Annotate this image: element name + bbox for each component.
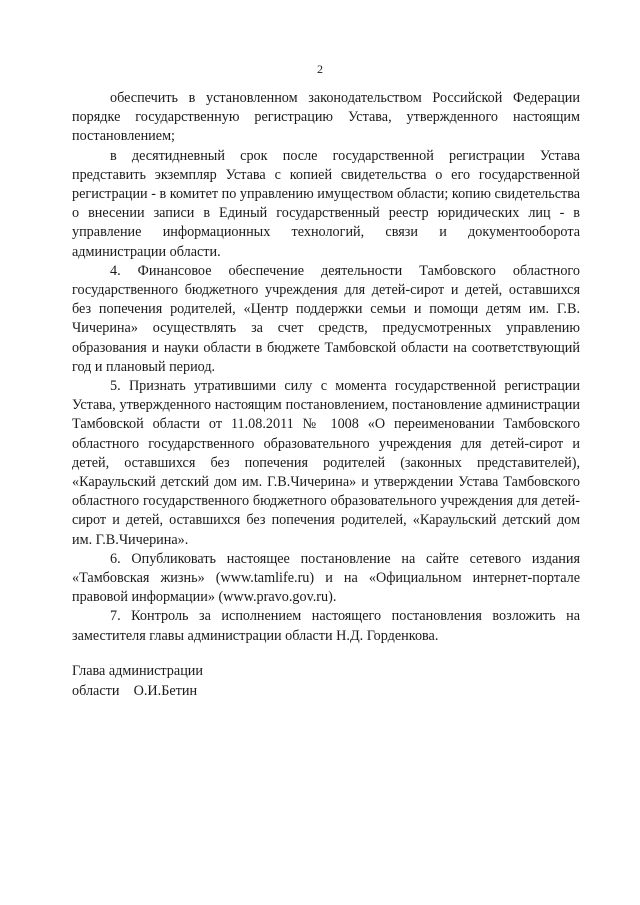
page-number: 2 xyxy=(317,62,323,76)
signatory-line xyxy=(72,682,203,702)
signatory-region: области xyxy=(72,682,120,699)
paragraph-registration: обеспечить в установленном законодательством Российской Федерации порядке государственную регистрацию Устава, утвержденного настоящим постановлением; xyxy=(72,90,580,145)
paragraph-publication: 6. Опубликовать настоящее постановление на сайте сетевого издания «Тамбовская жизнь» (www.tamlife.ru) и на «Официальном интернет-портале правовой информации» (www.pravo.gov.ru). xyxy=(72,550,580,606)
document-body xyxy=(72,89,580,646)
signatory-name: О.И.Бетин xyxy=(133,682,198,699)
signature-block xyxy=(72,662,203,701)
paragraph-certificate: в десятидневный срок после государственной регистрации Устава представить экземпляр Устава с копией свидетельства о его государственной регистрации - в комитет по управлению имуществом области; копию свидетельства о внесении записи в Единый государственный реестр юридических лиц - в управление информационных технологий, связи и документооборота администрации области. xyxy=(72,147,580,260)
paragraph-control: 7. Контроль за исполнением настоящего постановления возложить на заместителя главы администрации области Н.Д. Горденкова. xyxy=(72,608,580,644)
signatory-title: Глава администрации xyxy=(72,663,203,679)
paragraph-repeal: 5. Признать утратившими силу с момента государственной регистрации Устава, утвержденного настоящим постановлением, постановление администрации Тамбовской области от 11.08.2011 № 1008 «О переименовании Тамбовского областного государственного образовательного учреждения для детей-сирот и детей, оставшихся без попечения родителей (законных представителей), «Караульский детский дом им. Г.В.Чичерина» и утверждении Устава Тамбовского областного государственного бюджетного образовательного учреждения для детей-сирот и детей, оставшихся без попечения родителей, «Караульский детский дом им. Г.В.Чичерина». xyxy=(72,378,580,548)
paragraph-financing: 4. Финансовое обеспечение деятельности Тамбовского областного государственного бюджетного учреждения для детей-сирот и детей, оставшихся без попечения родителей, «Центр поддержки семьи и помощи детям им. Г.В. Чичерина» осуществлять за счет средств, предусмотренных управлению образования и науки области в бюджете Тамбовской области на соответствующий год и плановый период. xyxy=(72,262,580,375)
